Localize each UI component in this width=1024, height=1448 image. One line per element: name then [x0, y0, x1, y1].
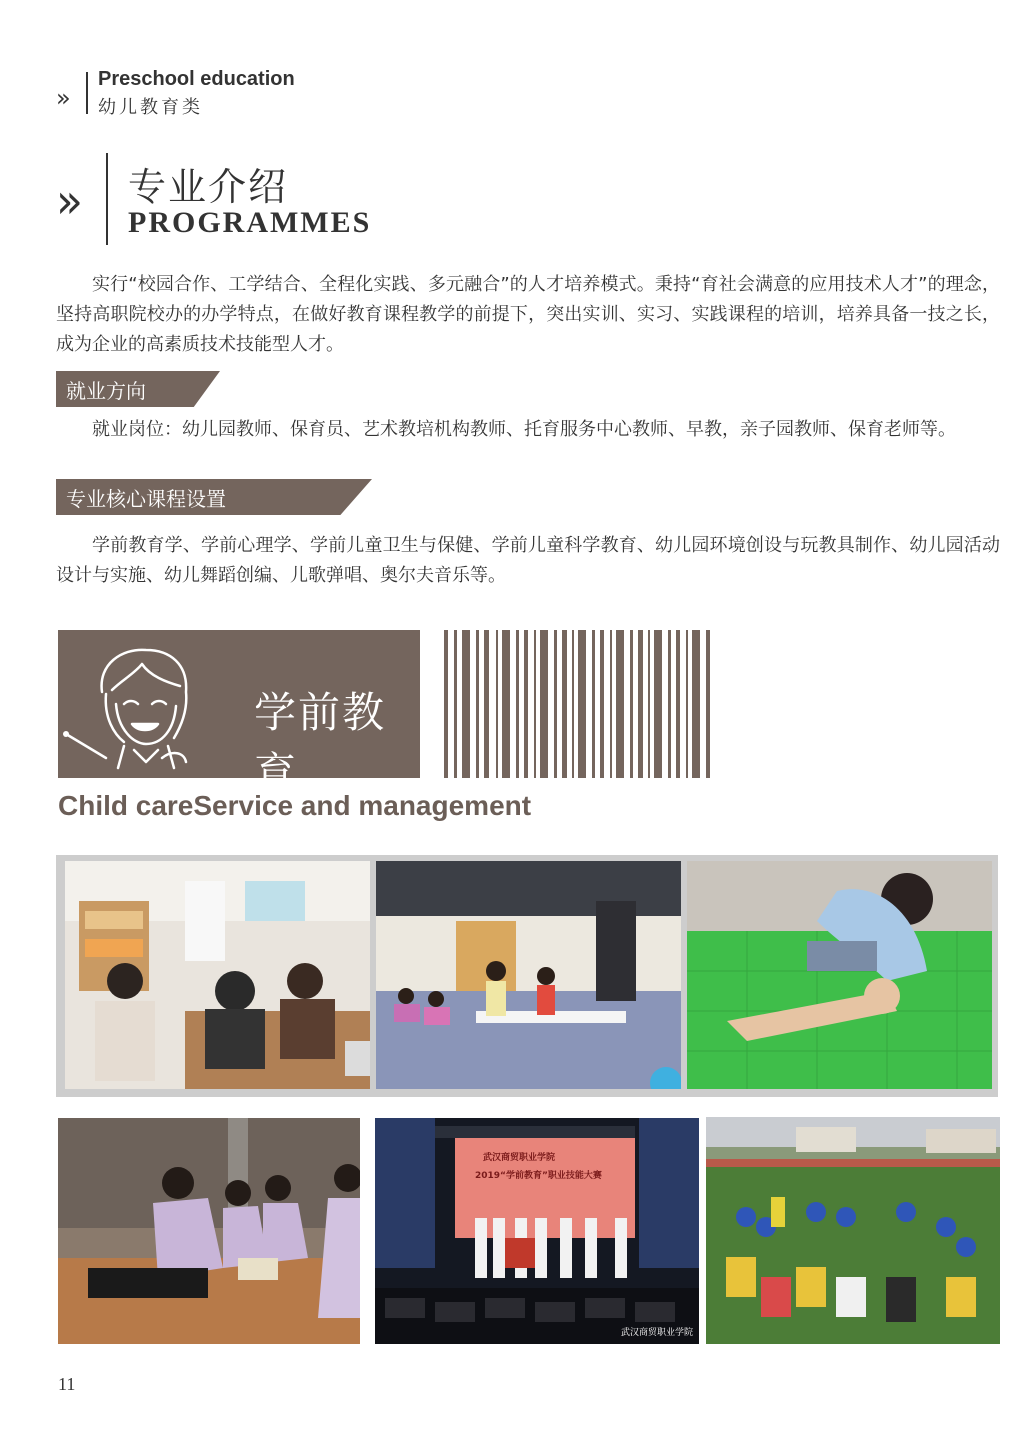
barcode-stripe [648, 630, 650, 778]
header-divider [86, 72, 88, 114]
photo-outdoor-activity [706, 1117, 1000, 1344]
barcode-stripe [686, 630, 688, 778]
barcode-stripe [706, 630, 710, 778]
barcode-stripe [462, 630, 470, 778]
barcode-stripe [540, 630, 548, 778]
barcode-stripe [484, 630, 489, 778]
barcode-stripe [692, 630, 700, 778]
barcode-stripe [630, 630, 633, 778]
barcode-stripe [454, 630, 457, 778]
barcode-stripe [616, 630, 624, 778]
barcode-stripe [476, 630, 479, 778]
major-title-box [58, 630, 420, 797]
section-title-cn: 专业介绍 [128, 165, 289, 209]
barcode-stripe [496, 630, 498, 778]
header-title-cn: 幼儿教育类 [98, 97, 203, 118]
section-divider [106, 153, 108, 245]
photo-dance-class [58, 1118, 360, 1344]
employment-heading [56, 371, 220, 407]
photo-archery-class [376, 861, 681, 1089]
section-title-en: PROGRAMMES [128, 206, 372, 239]
barcode-stripe [554, 630, 557, 778]
barcode-stripe [592, 630, 595, 778]
barcode-stripe [610, 630, 612, 778]
photo-classroom-activity [65, 861, 370, 1089]
teacher-illustration-icon [62, 634, 238, 774]
barcode-stripe [668, 630, 671, 778]
barcode-stripe [572, 630, 574, 778]
barcode-stripe [638, 630, 643, 778]
barcode-stripe [444, 630, 448, 778]
photo-skills-competition [375, 1118, 699, 1344]
courses-paragraph: 学前教育学、学前心理学、学前儿童卫生与保健、学前儿童科学教育、幼儿园环境创设与玩教具制作、幼儿园活动设计与实施、幼儿舞蹈创编、儿歌弹唱、奥尔夫音乐等。 [56, 535, 1000, 586]
employment-heading-label: 就业方向 [66, 379, 146, 403]
courses-heading [56, 479, 372, 515]
employment-paragraph: 就业岗位：幼儿园教师、保育员、艺术教培机构教师、托育服务中心教师、早教，亲子园教师、保育老师等。 [92, 419, 956, 440]
courses-heading-label: 专业核心课程设置 [66, 487, 226, 511]
barcode-stripe [578, 630, 586, 778]
major-subtitle-en: Child careService and management [58, 790, 532, 821]
barcode-stripe [534, 630, 536, 778]
header-title-en: Preschool education [98, 68, 295, 90]
barcode-decoration [444, 630, 714, 778]
barcode-stripe [654, 630, 662, 778]
watermark: 武汉商贸职业学院 [620, 1328, 693, 1338]
chevron-icon: » [56, 173, 69, 230]
barcode-stripe [676, 630, 680, 778]
barcode-stripe [502, 630, 510, 778]
barcode-stripe [524, 630, 528, 778]
major-title: 学前教育 [254, 688, 387, 797]
chevron-icon: » [56, 84, 65, 112]
page-number: 11 [58, 1374, 76, 1394]
barcode-stripe [562, 630, 567, 778]
stage-banner-school: 武汉商贸职业学院 [483, 1153, 556, 1163]
barcode-stripe [516, 630, 519, 778]
intro-paragraph: 实行“校园合作、工学结合、全程化实践、多元融合”的人才培养模式。秉持“育社会满意的应用技术人才”的理念，坚持高职院校办的办学特点，在做好教育课程教学的前提下，突出实训、实习、实践课程的培训，培养具备一技之长，成为企业的高素质技术技能型人才。 [56, 274, 1000, 355]
stage-banner-title: 2019“学前教育”职业技能大赛 [475, 1171, 602, 1181]
barcode-stripe [600, 630, 604, 778]
photo-cpr-training [687, 861, 992, 1089]
